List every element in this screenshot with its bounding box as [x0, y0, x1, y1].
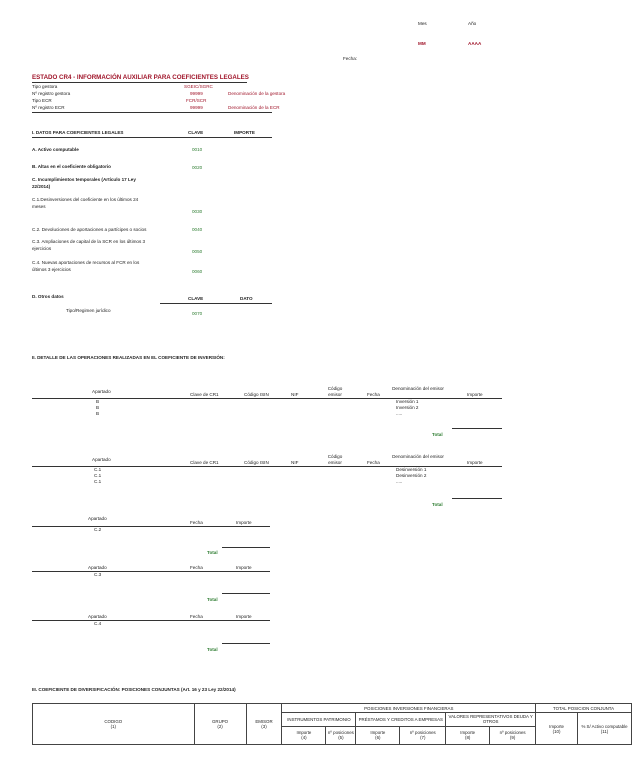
posiciones-header: POSICIONES INVERSIONES FINANCIERAS	[282, 704, 536, 713]
row-c4-code: 0060	[192, 269, 203, 274]
section1-rule	[32, 137, 272, 138]
c3-total-rule	[222, 593, 270, 594]
tipo-ecr-label: Tipo ECR	[32, 98, 52, 103]
tb-fecha-header: Fecha	[367, 392, 380, 397]
page-title: ESTADO CR4 - INFORMACIÓN AUXILIAR PARA COEFICIENTES LEGALES	[32, 74, 249, 81]
tc1-total-label: Total	[432, 502, 443, 507]
denominacion-ecr: Denominación de la ECR	[228, 105, 280, 110]
tipo-gestora-value: SGEIC/SGRC	[184, 84, 213, 89]
tb-emisor-header: Código emisor	[327, 386, 343, 397]
sub-header-8: Importe (8)	[446, 726, 490, 744]
clave-header: CLAVE	[188, 130, 204, 135]
grupo-header: GRUPO (2)	[194, 704, 246, 745]
row-a-label: A. Activo computable	[32, 147, 79, 152]
valores-header: VALORES REPRESENTATIVOS DEUDA Y OTROS	[446, 713, 536, 726]
row-c3-code: 0050	[192, 249, 203, 254]
tc1-row-1-apartado: C.1	[94, 467, 102, 472]
total-pct-header: % S/ Activo computable (11)	[578, 713, 632, 745]
tc1-header-rule	[32, 466, 502, 467]
c2-fecha-header: Fecha	[190, 520, 203, 525]
total-importe-header: Importe (10)	[536, 713, 578, 745]
denominacion-gestora: Denominación de la gestora	[228, 91, 286, 96]
tb-total-label: Total	[432, 432, 443, 437]
row-c2-label: C.2. Devoluciones de aportaciones a partícipes o socios	[32, 227, 147, 232]
c4-row-apartado: C.4	[94, 621, 102, 626]
tb-clave-header: Clave de CR1	[190, 392, 219, 397]
row-c3-label: C.3. Ampliaciones de capital de la SCR en los últimos 3 ejercicios	[32, 239, 146, 251]
c3-header-rule	[32, 571, 270, 572]
c2-row-apartado: C.2	[94, 527, 102, 532]
otros-title: D. Otros datos	[32, 294, 64, 299]
c4-total-label: Total	[207, 647, 218, 652]
c3-row-apartado: C.3	[94, 572, 102, 577]
fecha-label: Fecha:	[343, 56, 358, 61]
row-c2-code: 0040	[192, 227, 203, 232]
mes-value: MM	[418, 41, 426, 46]
c3-apartado-header: Apartado	[88, 565, 107, 570]
c4-total-rule	[222, 643, 270, 644]
tb-apartado-header: Apartado	[92, 389, 111, 394]
c3-importe-header: Importe	[236, 565, 252, 570]
tc1-fecha-header: Fecha	[367, 460, 380, 465]
section1-title: I. DATOS PARA COEFICIENTES LEGALES	[32, 130, 124, 135]
section3-title: III. COEFICIENTE DE DIVERSIFICACIÓN: POSICIONES CONJUNTAS (Art. 16 y 23 Ley 22/2014)	[32, 687, 236, 692]
emisor-header: EMISOR (3)	[246, 704, 282, 745]
c3-total-label: Total	[207, 597, 218, 602]
c4-importe-header: Importe	[236, 614, 252, 619]
row-a-code: 0010	[192, 147, 203, 152]
tb-denominacion-header: Denominación del emisor	[392, 386, 444, 391]
tc1-row-1-name: Desinversión 1	[396, 467, 427, 472]
tb-header-rule	[32, 398, 502, 399]
tc1-denominacion-header: Denominación del emisor	[392, 454, 444, 459]
sub-header-6: Importe (6)	[356, 726, 400, 744]
sub-header-9: nº posiciones (9)	[490, 726, 536, 744]
tc1-isin-header: Código ISIN	[244, 460, 269, 465]
tb-row-2-name: Inversión 2	[396, 405, 419, 410]
codigo-header: CODIGO (1)	[33, 704, 195, 745]
title-underline	[32, 82, 247, 83]
tc1-nif-header: NIF	[291, 460, 299, 465]
registro-ecr-value: 99999	[190, 105, 203, 110]
tc1-row-3-name: .....	[396, 479, 403, 484]
tb-row-1-name: Inversión 1	[396, 399, 419, 404]
row-b-label: B. Altas en el coeficiente obligatorio	[32, 164, 111, 169]
tc1-total-rule	[452, 498, 502, 499]
tc1-apartado-header: Apartado	[92, 457, 111, 462]
header-bottom-rule	[32, 112, 272, 113]
c2-total-label: Total	[207, 550, 218, 555]
otros-dato-header: DATO	[240, 296, 253, 301]
otros-rule	[160, 303, 272, 304]
prestamos-header: PRÉSTAMOS Y CREDITOS A EMPRESAS	[356, 713, 446, 726]
c4-apartado-header: Apartado	[88, 614, 107, 619]
tb-row-1-apartado: B	[96, 399, 100, 404]
ano-label: Año	[468, 21, 477, 26]
registro-gestora-label: Nº registro gestora	[32, 91, 71, 96]
sub-header-5: nº posiciones (5)	[326, 726, 356, 744]
c2-total-rule	[222, 547, 270, 548]
tipo-ecr-value: FCR/SCR	[186, 98, 207, 103]
sub-header-7: nº posiciones (7)	[400, 726, 446, 744]
registro-gestora-value: 99999	[190, 91, 203, 96]
tc1-row-3-apartado: C.1	[94, 479, 102, 484]
tipo-gestora-label: Tipo gestora	[32, 84, 58, 89]
posiciones-table	[32, 703, 632, 745]
tb-row-2-apartado: B	[96, 405, 100, 410]
mes-label: Mes	[418, 21, 427, 26]
section2-title: II. DETALLE DE LAS OPERACIONES REALIZADAS EN EL COEFICIENTE DE INVERSIÓN:	[32, 355, 225, 360]
total-posicion-header: TOTAL POSICION CONJUNTA	[536, 704, 632, 713]
tb-row-3-apartado: B	[96, 411, 100, 416]
otros-clave-header: CLAVE	[188, 296, 204, 301]
c4-fecha-header: Fecha	[190, 614, 203, 619]
otros-label: Tipo/Regimen jurídico	[66, 308, 111, 313]
row-c1-label: C.1.Desinversiones del coeficiente en los últimos 24 meses	[32, 197, 139, 209]
importe-header: IMPORTE	[234, 130, 255, 135]
tc1-row-2-apartado: C.1	[94, 473, 102, 478]
c4-header-rule	[32, 620, 270, 621]
tb-isin-header: Código ISIN	[244, 392, 269, 397]
c3-fecha-header: Fecha	[190, 565, 203, 570]
row-c4-label: C.4. Nuevas aportaciones de recursos al FCR en los últimos 3 ejercicios	[32, 260, 140, 272]
c2-apartado-header: Apartado	[88, 516, 107, 521]
instrumentos-header: INSTRUMENTOS PATRIMONIO	[282, 713, 356, 726]
tc1-row-2-name: Desinversión 2	[396, 473, 427, 478]
ano-value: AAAA	[468, 41, 482, 46]
tc1-clave-header: Clave de CR1	[190, 460, 219, 465]
c2-importe-header: Importe	[236, 520, 252, 525]
row-b-code: 0020	[192, 165, 203, 170]
tb-importe-header: Importe	[467, 392, 483, 397]
registro-ecr-label: Nº registro ECR	[32, 105, 65, 110]
tc1-emisor-header: Código emisor	[327, 454, 343, 465]
tc1-importe-header: Importe	[467, 460, 483, 465]
sub-header-4: Importe (4)	[282, 726, 326, 744]
c2-header-rule	[32, 526, 270, 527]
row-c1-code: 0030	[192, 209, 203, 214]
tb-nif-header: NIF	[291, 392, 299, 397]
tb-row-3-name: .....	[396, 411, 403, 416]
row-c-label: C. Incumplimientos temporales (Artículo 17 Ley 22/2014)	[32, 177, 136, 189]
tb-total-rule	[452, 428, 502, 429]
otros-code: 0070	[192, 311, 203, 316]
